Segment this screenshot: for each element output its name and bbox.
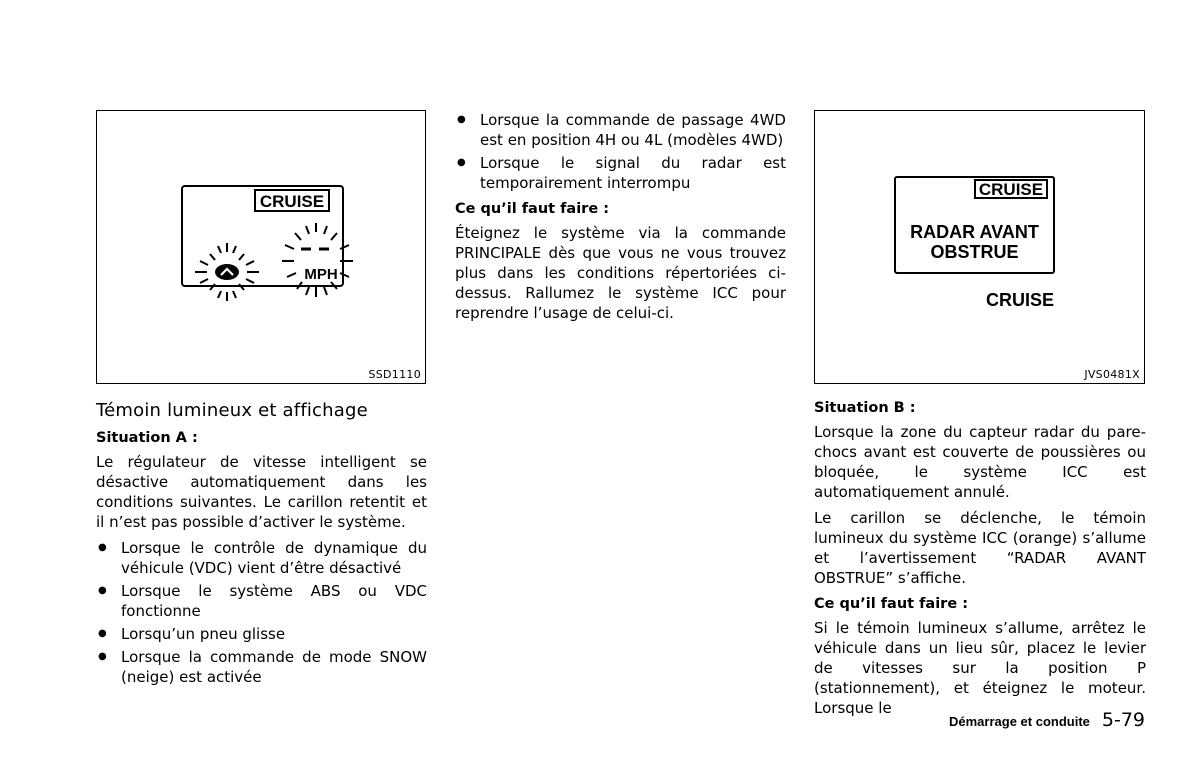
todo-heading: Ce qu’il faut faire : (814, 596, 969, 612)
situation-b-heading: Situation B : (814, 400, 916, 416)
situation-b-paragraph: Lorsque la zone du capteur radar du pare-chocs avant est couverte de poussières ou bloquée, le système ICC est automatiquement annulé. (814, 423, 1146, 501)
conditions-list-continued (455, 110, 786, 193)
list-item: ● Lorsque la commande de mode SNOW (neige) est activée (96, 647, 427, 687)
situation-a-paragraph: Le régulateur de vitesse intelligent se désactive automatiquement dans les conditions suivantes. Le carillon retentit et il n’est pas possible d’activer le système. (96, 453, 427, 531)
cruise-display-illustration (97, 111, 424, 382)
list-item: ● Lorsqu’un pneu glisse (96, 624, 427, 644)
column-right (814, 398, 1146, 724)
figure-ssd1110 (96, 110, 426, 384)
page-number: 5-79 (1101, 709, 1145, 731)
cruise-indicator-text: CRUISE (259, 192, 325, 211)
column-middle (455, 110, 786, 329)
chime-paragraph: Le carillon se déclenche, le témoin lumineux du système ICC (orange) s’allume et l’avertissement “RADAR AVANT OBSTRUE” s’affiche. (814, 509, 1146, 587)
todo-heading: Ce qu’il faut faire : (455, 201, 610, 217)
page-footer (949, 709, 1145, 731)
cruise-text: CRUISE (985, 290, 1054, 310)
vehicle-ahead-icon (215, 264, 239, 280)
section-name: Démarrage et conduite (949, 714, 1090, 729)
list-item: ● Lorsque la commande de passage 4WD est en position 4H ou 4L (modèles 4WD) (455, 110, 786, 150)
list-item: ● Lorsque le signal du radar est temporairement interrompu (455, 153, 786, 193)
list-item: ● Lorsque le contrôle de dynamique du véhicule (VDC) vient d’être désactivé (96, 538, 427, 578)
todo-paragraph: Éteignez le système via la commande PRINCIPALE dès que vous ne vous trouvez plus dans les conditions répertoriées ci-dessus. Rallumez le système ICC pour reprendre l’usage de celui-ci. (455, 224, 786, 322)
column-left (96, 401, 427, 693)
section-heading: Témoin lumineux et affichage (96, 400, 368, 421)
radar-warning-line2: OBSTRUE (930, 242, 1019, 262)
cruise-indicator-box: CRUISE (974, 179, 1048, 199)
figure-jvs0481x (814, 110, 1145, 384)
todo-paragraph: Si le témoin lumineux s’allume, arrêtez le véhicule dans un lieu sûr, placez le levier de vitesses sur la position P (stationnement), et éteignez le moteur. Lorsque le (814, 619, 1146, 717)
situation-a-heading: Situation A : (96, 430, 198, 446)
figure-code: JVS0481X (1084, 368, 1140, 381)
conditions-list (96, 538, 427, 687)
list-item: ● Lorsque le système ABS ou VDC fonctionne (96, 581, 427, 621)
radar-warning-line1: RADAR AVANT (910, 222, 1039, 242)
figure-code: SSD1110 (368, 368, 421, 381)
mph-unit-text: MPH (304, 266, 338, 283)
